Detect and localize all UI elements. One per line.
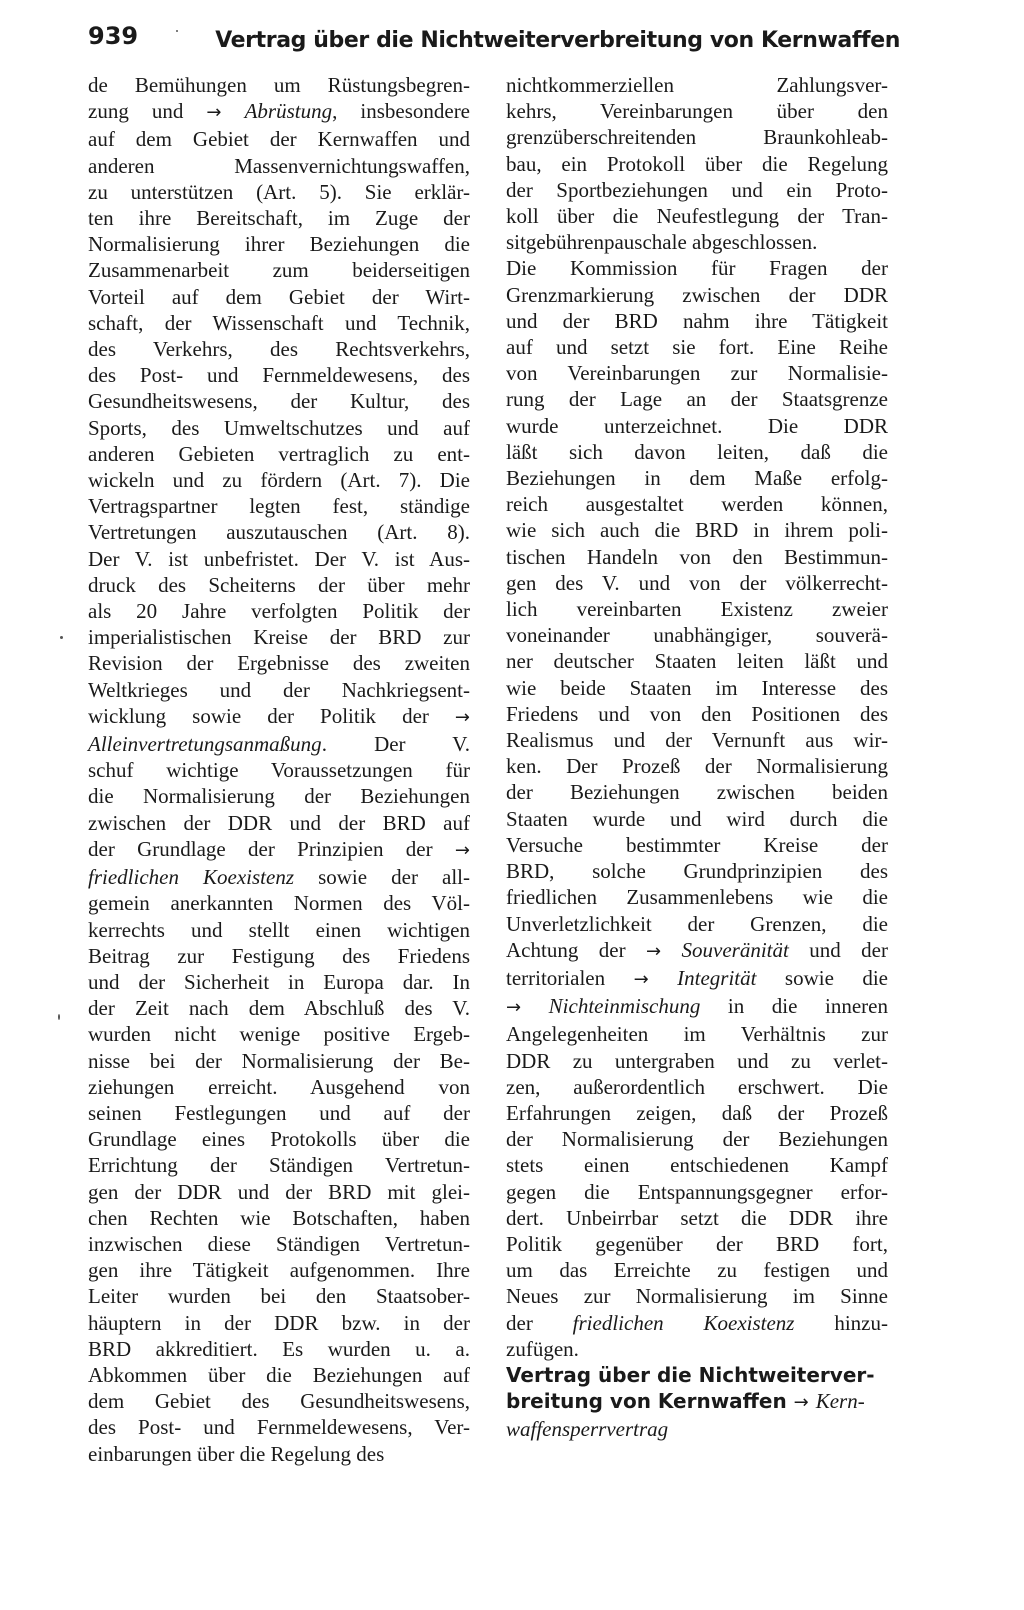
text-line: auf dem Gebiet der Kernwaffen und [88,127,470,152]
text-line: zung und → Abrüstung, insbesondere [88,99,471,124]
text-line: des Verkehrs, des Rechtsverkehrs, [88,337,470,362]
text-line: bau, ein Protokoll über die Regelung [506,151,888,176]
text-line: Alleinvertretungsanmaßung. Der V. [88,732,470,757]
text-line: schaft, der Wissenschaft und Technik, [88,310,470,335]
text-line: territorialen → Integrität sowie die [506,965,888,990]
cross-reference-arrow: → [793,1392,809,1413]
arrow-icon: → [206,102,222,124]
text-line: ziehungen erreicht. Ausgehend von [88,1074,470,1099]
text-line: friedlichen Zusammenlebens wie die [506,885,888,910]
text-line: auf und setzt sie fort. Eine Reihe [506,335,888,360]
text-line: Vertretungen auszutauschen (Art. 8). [88,520,470,545]
text-line: einbarungen über die Regelung des [88,1441,385,1466]
scan-speck [60,636,63,639]
cross-reference[interactable]: Abrüstung [244,99,333,124]
text-line: BRD akkreditiert. Es wurden u. a. [88,1336,470,1361]
entry-heading-line-2 [506,1388,888,1416]
text-line: als 20 Jahre verfolgten Politik der [88,599,470,624]
text-line: der Grundlage der Prinzipien der → [88,836,470,861]
entry-heading [506,1362,888,1442]
text-line: Gesundheitswesens, der Kultur, des [88,389,470,414]
text-line: ten ihre Bereitschaft, im Zuge der [88,206,470,231]
text-line: wie sich auch die BRD in ihrem poli- [506,518,888,543]
arrow-icon: → [454,706,470,728]
text-line: Vertragspartner legten fest, ständige [88,494,470,519]
text-line: der friedlichen Koexistenz hinzu- [506,1310,888,1335]
text-line: gen ihre Tätigkeit aufgenommen. Ihre [88,1258,470,1283]
text-line: der Sportbeziehungen und ein Proto- [506,177,888,202]
text-line: Grundlage eines Protokolls über die [88,1127,470,1152]
text-line: Angelegenheiten im Verhältnis zur [506,1022,888,1047]
text-line: die Normalisierung der Beziehungen [88,784,470,809]
text-line: zufügen. [506,1336,579,1361]
text-line: zu unterstützen (Art. 5). Sie erklär- [88,179,470,204]
text-line: dert. Unbeirrbar setzt die DDR ihre [506,1205,888,1230]
text-line: friedlichen Koexistenz sowie der all- [88,865,470,890]
text-line: ken. Der Prozeß der Normalisierung [506,754,888,779]
text-line: schuf wichtige Voraussetzungen für [88,758,470,783]
scan-speck [176,30,178,32]
text-line: und der Sicherheit in Europa dar. In [88,969,470,994]
cross-reference[interactable]: Integrität [677,965,757,990]
text-line: wurde unterzeichnet. Die DDR [506,413,888,438]
arrow-icon: → [645,940,662,962]
text-line: Erfahrungen zeigen, daß der Prozeß [506,1100,888,1125]
page-number: 939 [88,22,139,50]
text-line: Leiter wurden bei den Staatsober- [88,1284,470,1309]
text-line: Normalisierung ihrer Beziehungen die [88,232,470,257]
text-line: Sports, des Umweltschutzes und auf [88,415,470,440]
cross-reference-link[interactable]: Kern- [815,1389,865,1413]
text-line: des Post- und Fernmeldewesens, Ver- [88,1415,470,1440]
text-line: läßt sich davon leiten, daß die [506,439,888,464]
text-line: gegen die Entspannungsgegner erfor- [506,1179,888,1204]
text-line: Beitrag zur Festigung des Friedens [88,943,470,968]
text-line: Achtung der → Souveränität und der [506,937,888,962]
text-line: gemein anerkannten Normen des Völ- [88,891,470,916]
page-header [88,22,900,64]
text-line: Revision der Ergebnisse des zweiten [88,651,470,676]
text-line: Staaten wurde und wird durch die [506,806,888,831]
text-line: Beziehungen in dem Maße erfolg- [506,466,888,491]
text-line: Politik gegenüber der BRD fort, [506,1231,888,1256]
text-line: wickeln und zu fördern (Art. 7). Die [88,468,470,493]
left-column [88,72,470,1467]
text-line: kerrechts und stellt einen wichtigen [88,917,470,942]
cross-reference[interactable]: Alleinvertretungsanmaßung [88,732,322,757]
text-line: Die Kommission für Fragen der [506,256,888,281]
cross-reference[interactable]: Souveränität [681,937,789,962]
arrow-icon: → [506,997,522,1019]
text-line: inzwischen diese Ständigen Vertretun- [88,1231,470,1256]
text-line: Zusammenarbeit zum beiderseitigen [88,258,470,283]
text-line: sitgebührenpauschale abgeschlossen. [506,230,818,255]
text-line: kehrs, Vereinbarungen über den [506,99,888,124]
text-line: tischen Handeln von den Bestimmun- [506,544,888,569]
cross-reference[interactable]: Nichteinmischung [548,994,701,1019]
entry-heading-bold: breitung von Kernwaffen [506,1389,787,1413]
running-head: Vertrag über die Nichtweiterverbreitung von Kernwaffen [215,28,900,53]
text-line: lich vereinbarten Existenz zweier [506,597,888,622]
text-line: anderen Gebieten vertraglich zu ent- [88,441,470,466]
text-line: seinen Festlegungen und auf der [88,1100,470,1125]
text-line: und der BRD nahm ihre Tätigkeit [506,308,888,333]
cross-reference[interactable]: friedlichen Koexistenz [572,1310,795,1335]
text-line: von Vereinbarungen zur Normalisie- [506,361,888,386]
text-line: stets einen entschiedenen Kampf [506,1153,888,1178]
text-line: des Post- und Fernmeldewesens, des [88,363,470,388]
text-line: wie beide Staaten im Interesse des [506,675,888,700]
text-line: dem Gebiet des Gesundheitswesens, [88,1389,470,1414]
arrow-icon: → [633,968,649,990]
text-line: rung der Lage an der Staatsgrenze [506,387,888,412]
text-line: Neues zur Normalisierung im Sinne [506,1284,888,1309]
text-line: DDR zu untergraben und zu verlet- [506,1048,888,1073]
text-line: nisse bei der Normalisierung der Be- [88,1048,470,1073]
text-line: imperialistischen Kreise der BRD zur [88,625,470,650]
text-line: reich ausgestaltet werden können, [506,492,888,517]
scan-speck [58,1014,60,1020]
text-line: um das Erreichte zu festigen und [506,1258,888,1283]
text-line: Abkommen über die Beziehungen auf [88,1362,470,1387]
text-line: koll über die Neufestlegung der Tran- [506,204,888,229]
text-line: nichtkommerziellen Zahlungsver- [506,73,888,97]
text-line: zen, außerordentlich erschwert. Die [506,1074,888,1099]
text-line: Friedens und von den Positionen des [506,701,888,726]
cross-reference-link-continued[interactable]: waffensperrvertrag [506,1417,669,1441]
text-line: Vorteil auf dem Gebiet der Wirt- [88,284,470,309]
text-line: Versuche bestimmter Kreise der [506,832,888,857]
text-line: der Normalisierung der Beziehungen [506,1127,888,1152]
text-line: voneinander unabhängiger, souverä- [506,623,888,648]
text-line: häuptern in der DDR bzw. in der [88,1310,470,1335]
text-line: wicklung sowie der Politik der → [88,703,470,728]
text-line: anderen Massenvernichtungswaffen, [88,153,470,178]
text-line: Errichtung der Ständigen Vertretun- [88,1153,470,1178]
text-line: gen des V. und von der völkerrecht- [506,570,888,595]
text-line: Weltkrieges und der Nachkriegsent- [88,677,470,702]
text-line: Realismus und der Vernunft aus wir- [506,728,888,753]
text-line: grenzüberschreitenden Braunkohleab- [506,125,888,150]
text-line: chen Rechten wie Botschaften, haben [88,1205,470,1230]
text-line: BRD, solche Grundprinzipien des [506,859,888,884]
text-line: wurden nicht wenige positive Ergeb- [88,1022,470,1047]
text-line: → Nichteinmischung in die inneren [506,994,888,1019]
text-line: druck des Scheiterns der über mehr [88,572,470,597]
text-line: gen der DDR und der BRD mit glei- [88,1179,470,1204]
text-line: zwischen der DDR und der BRD auf [88,810,470,835]
entry-heading-line-1: Vertrag über die Nichtweiterver- [506,1363,875,1387]
text-line: Grenzmarkierung zwischen der DDR [506,282,888,307]
right-column [506,72,888,1362]
text-line: ner deutscher Staaten leiten läßt und [506,649,888,674]
arrow-icon: → [454,839,470,861]
cross-reference[interactable]: friedlichen Koexistenz [88,865,295,890]
text-line: der Beziehungen zwischen beiden [506,780,888,805]
text-line: Unverletzlichkeit der Grenzen, die [506,911,888,936]
text-line: Der V. ist unbefristet. Der V. ist Aus- [88,546,470,571]
text-line: der Zeit nach dem Abschluß des V. [88,996,470,1021]
text-line: de Bemühungen um Rüstungsbegren- [88,73,470,97]
